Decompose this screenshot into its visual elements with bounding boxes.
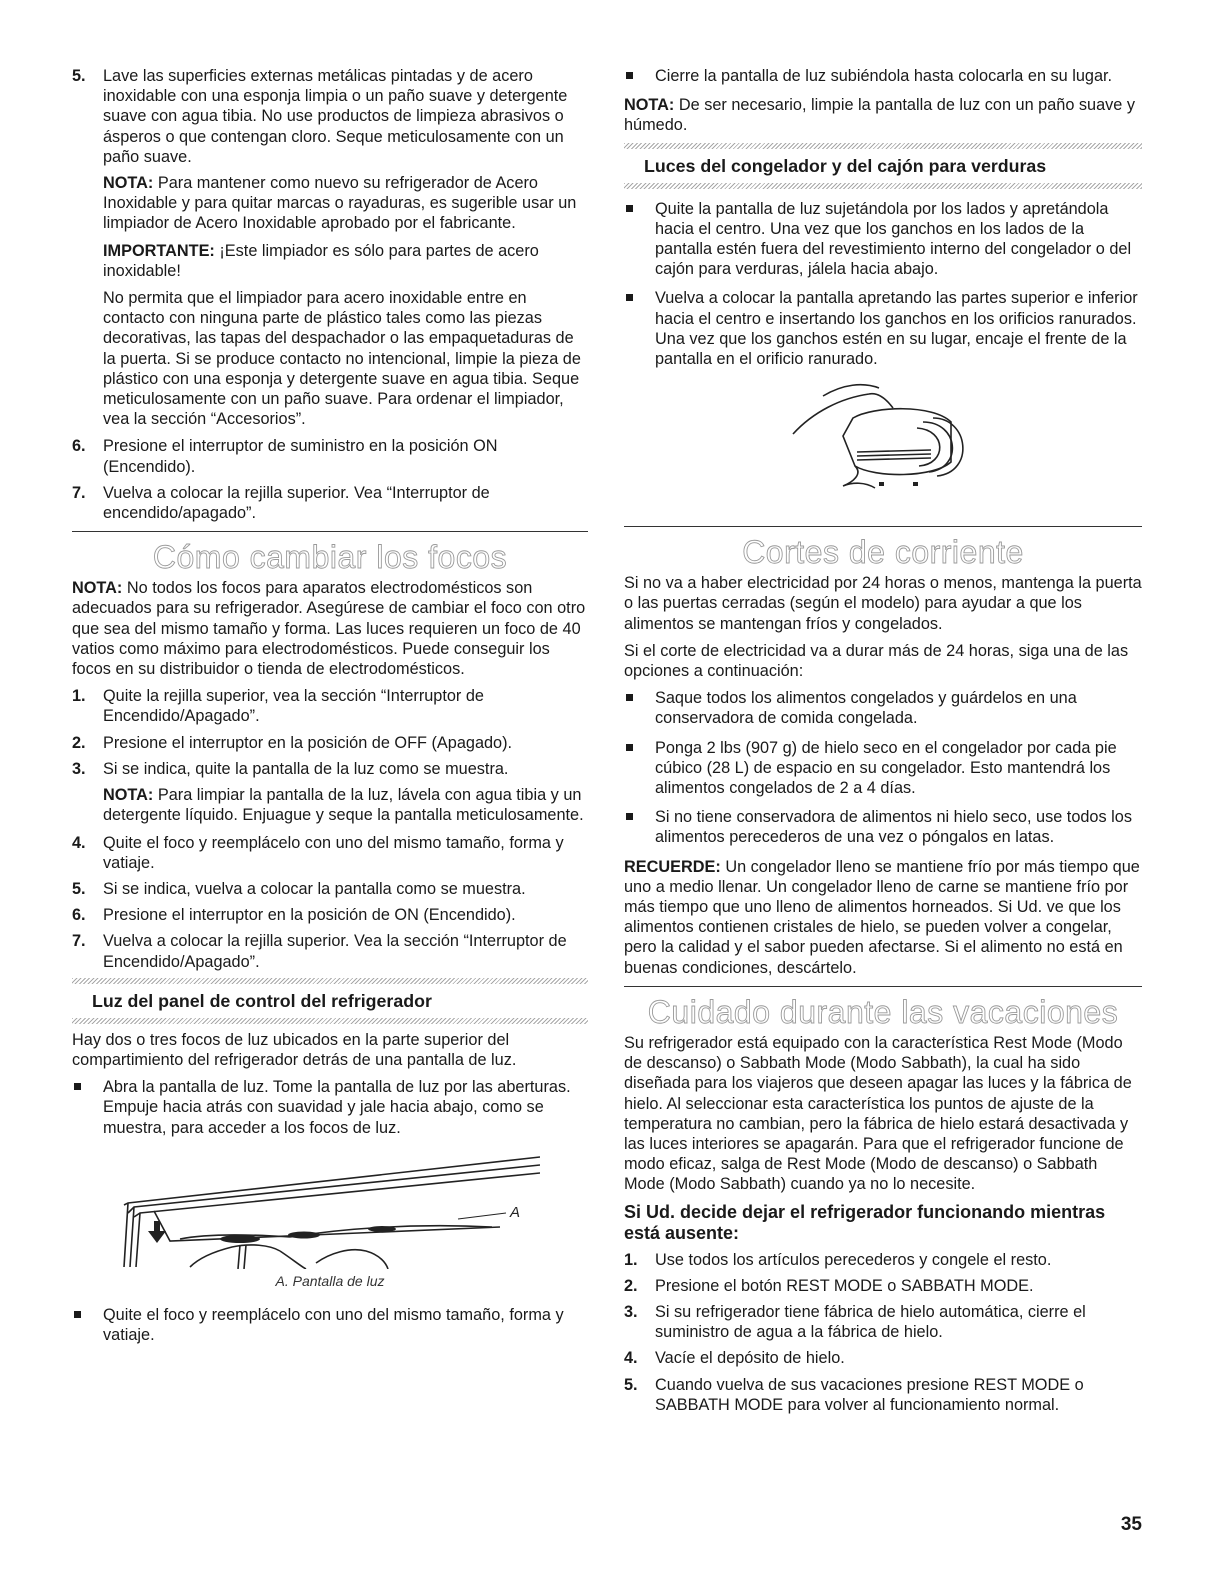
list-number: 3. — [624, 1302, 638, 1321]
list-number: 4. — [624, 1349, 638, 1368]
list-number: 2. — [624, 1276, 638, 1295]
important-text: ¡Este limpiador es sólo para partes de acero inoxidable! — [103, 241, 539, 280]
note-text: De ser necesario, limpie la pantalla de luz con un paño suave y húmedo. — [624, 96, 1136, 135]
list-text: Cuando vuelva de sus vacaciones presione REST MODE o SABBATH MODE para volver al funcionamiento normal. — [655, 1375, 1084, 1414]
bullet-item — [624, 738, 1142, 799]
bullet-square — [626, 205, 633, 212]
bullet-item — [72, 1305, 588, 1345]
list-number: 6. — [72, 906, 86, 925]
bullet-item — [624, 199, 1142, 280]
list-item — [624, 1375, 1142, 1415]
list-text: Si se indica, quite la pantalla de la luz como se muestra. — [103, 759, 509, 778]
list-text: Si se indica, vuelva a colocar la pantalla como se muestra. — [103, 879, 526, 898]
body-paragraph: Su refrigerador está equipado con la característica Rest Mode (Modo de descanso) o Sabbath Mode (Modo Sabbath), la cual ha sido diseñada para los viajeros que deseen apagar las luces y la fábrica de hielo. Al seleccionar esta característica los puntos de ajuste de la temperatura no cambian, pero la fábrica de hielo estará desactivada y las luces interiores se apagarán. Para que el refrigerador funcione de modo eficaz, salga de Rest Mode (Modo de descanso) o Sabbath Mode (Modo Sabbath) cuando ya no lo necesite. — [624, 1033, 1132, 1194]
bullet-text: Ponga 2 lbs (907 g) de hielo seco en el congelador por cada pie cúbico (28 L) de espacio en su congelador. Esto mantendrá los alimentos congelados de 2 a 4 días. — [655, 738, 1117, 798]
body-paragraph: Hay dos o tres focos de luz ubicados en la parte superior del compartimiento del refrigerador detrás de una pantalla de luz. — [72, 1030, 517, 1069]
list-number: 1. — [72, 687, 86, 706]
list-number: 5. — [72, 67, 86, 85]
note-text: No todos los focos para aparatos electrodomésticos son adecuados para su refrigerador. Asegúrese de cambiar el foco con otro que sea del mismo tamaño y forma. Las luces requieren un foco de 40 vatios como máximo para electrodomésticos. Puede conseguir los focos en su distribuidor o tienda de electrodomésticos. — [72, 579, 586, 679]
note-paragraph — [72, 785, 588, 825]
list-text: Quite la rejilla superior, vea la sección “Interruptor de Encendido/Apagado”. — [103, 687, 484, 726]
list-number: 4. — [72, 833, 86, 852]
list-text: Vuelva a colocar la rejilla superior. Vea la sección “Interruptor de Encendido/Apagado”. — [103, 932, 567, 971]
list-item — [72, 833, 588, 873]
bullet-text: Abra la pantalla de luz. Tome la pantalla de luz por las aberturas. Empuje hacia atrás con suavidad y jale hacia abajo, como se muestra, para acceder a los focos de luz. — [103, 1078, 571, 1137]
list-text: Presione el interruptor en la posición de OFF (Apagado). — [103, 733, 513, 752]
bullet-item — [624, 288, 1142, 369]
body-paragraph: No permita que el limpiador para acero inoxidable entre en contacto con ninguna parte de plástico tales como las piezas decorativas, las tapas del despachador o las empaquetaduras de la puerta. Si se produce contacto no intencional, limpie la pieza de plástico con una esponja y detergente suave en agua tibia. Seque meticulosamente con un paño suave. Para ordenar el limpiador, vea la sección “Accesorios”. — [103, 289, 581, 429]
list-number: 1. — [624, 1250, 638, 1269]
note-paragraph — [72, 578, 588, 679]
list-text: Presione el interruptor de suministro en la posición ON (Encendido). — [103, 437, 498, 476]
bullet-item — [624, 688, 1142, 728]
bullet-item — [624, 807, 1142, 847]
bullet-square — [626, 72, 633, 79]
section-title: Cuidado durante las vacaciones — [647, 993, 1119, 1030]
hatch-rule — [72, 1018, 588, 1024]
section-divider — [624, 986, 1142, 987]
bullet-text: Cierre la pantalla de luz subiéndola hasta colocarla en su lugar. — [655, 67, 1113, 85]
light-shield-illustration — [120, 1147, 540, 1269]
list-text: Quite el foco y reemplácelo con uno del mismo tamaño, forma y vatiaje. — [103, 833, 564, 872]
bullet-text: Quite la pantalla de luz sujetándola por los lados y apretándola hacia el centro. Una vez que los ganchos en los lados de la pantalla estén fuera del revestimiento interno del congelador o del cajón para verduras, jálela hacia abajo. — [655, 199, 1132, 279]
bullet-item — [624, 66, 1142, 86]
important-label: IMPORTANTE: — [103, 241, 215, 260]
left-column — [72, 66, 588, 1354]
reminder-paragraph — [624, 857, 1142, 978]
list-number: 6. — [72, 437, 86, 456]
important-paragraph — [72, 241, 588, 281]
hatch-rule — [624, 143, 1142, 149]
list-item — [72, 879, 588, 899]
list-item — [624, 1302, 1142, 1342]
list-item — [72, 759, 588, 779]
list-text: Presione el botón REST MODE o SABBATH MODE. — [655, 1276, 1034, 1295]
body-paragraph: Si no va a haber electricidad por 24 horas o menos, mantenga la puerta o las puertas cerradas (según el modelo) para ayudar a que los alimentos se mantengan fríos y congelados. — [624, 574, 1142, 633]
section-title: Cortes de corriente — [742, 534, 1024, 571]
reminder-label: RECUERDE: — [624, 857, 721, 876]
freezer-light-illustration — [783, 378, 983, 504]
subsection-heading: Luz del panel de control del refrigerador — [92, 990, 432, 1011]
list-text: Presione el interruptor en la posición de ON (Encendido). — [103, 906, 516, 925]
list-item — [72, 931, 588, 971]
subsection-heading: Luces del congelador y del cajón para verduras — [644, 155, 1047, 176]
note-label: NOTA: — [103, 786, 154, 805]
bullet-square — [74, 1083, 81, 1090]
subsection-heading: Si Ud. decide dejar el refrigerador funcionando mientras está ausente: — [624, 1201, 1106, 1243]
list-item — [72, 905, 588, 925]
note-paragraph — [624, 95, 1142, 135]
reminder-text: Un congelador lleno se mantiene frío por más tiempo que uno a medio llenar. Un congelador lleno de carne se mantiene frío por más tiempo que uno lleno de alimentos horneados. Si Ud. ve que los alimentos contienen cristales de hielo, se pueden volver a congelar, pero la calidad y el sabor pueden afectarse. Si el alimento no está en buenas condiciones, descártelo. — [624, 857, 1140, 977]
bullet-text: Quite el foco y reemplácelo con uno del mismo tamaño, forma y vatiaje. — [103, 1305, 564, 1345]
figure-callout-label: A — [510, 1203, 521, 1221]
figure-caption: A. Pantalla de luz — [275, 1272, 385, 1289]
note-text: Para limpiar la pantalla de la luz, lávela con agua tibia y un detergente líquido. Enjuague y seque la pantalla meticulosamente. — [103, 786, 584, 825]
list-item — [624, 1276, 1142, 1296]
list-number: 7. — [72, 483, 86, 502]
note-paragraph — [72, 173, 588, 234]
list-item — [72, 436, 588, 476]
right-column — [624, 66, 1142, 1421]
bullet-item — [72, 1077, 588, 1138]
body-paragraph: Si el corte de electricidad va a durar más de 24 horas, siga una de las opciones a continuación: — [624, 641, 1129, 681]
note-label: NOTA: — [72, 579, 123, 598]
section-divider — [72, 531, 588, 532]
bullet-square — [626, 294, 633, 301]
note-label: NOTA: — [624, 96, 675, 115]
list-text: Vacíe el depósito de hielo. — [655, 1349, 845, 1368]
list-number: 7. — [72, 932, 86, 951]
bullet-square — [74, 1311, 81, 1318]
list-item — [72, 686, 588, 726]
list-item — [624, 1250, 1142, 1270]
list-text: Vuelva a colocar la rejilla superior. Vea “Interruptor de encendido/apagado”. — [103, 483, 490, 523]
bullet-square — [626, 694, 633, 701]
list-text: Use todos los artículos perecederos y congele el resto. — [655, 1250, 1052, 1269]
hatch-rule — [624, 183, 1142, 189]
list-item — [72, 483, 588, 523]
bullet-text: Saque todos los alimentos congelados y guárdelos en una conservadora de comida congelada. — [655, 689, 1077, 728]
list-item — [624, 1348, 1142, 1368]
section-divider — [624, 526, 1142, 527]
list-item — [72, 66, 588, 167]
bullet-square — [626, 813, 633, 820]
list-number: 5. — [624, 1375, 638, 1394]
bullet-text: Si no tiene conservadora de alimentos ni hielo seco, use todos los alimentos perecederos de una vez o póngalos en latas. — [655, 808, 1132, 847]
section-title: Cómo cambiar los focos — [152, 539, 508, 576]
bullet-text: Vuelva a colocar la pantalla apretando las partes superior e inferior hacia el centro e insertando los ganchos en los orificios ranurados. Una vez que los ganchos estén en su lugar, encaje el frente de la pantalla en el orificio ranurado. — [655, 289, 1138, 369]
list-number: 5. — [72, 879, 86, 898]
page-number: 35 — [1120, 1514, 1142, 1535]
bullet-square — [626, 744, 633, 751]
hatch-rule — [72, 978, 588, 984]
list-item — [72, 733, 588, 753]
list-number: 3. — [72, 759, 86, 778]
list-text: Si su refrigerador tiene fábrica de hielo automática, cierre el suministro de agua a la fábrica de hielo. — [655, 1302, 1086, 1342]
note-label: NOTA: — [103, 174, 154, 193]
list-text: Lave las superficies externas metálicas pintadas y de acero inoxidable con una esponja limpia o un paño suave y detergente suave con agua tibia. No use productos de limpieza abrasivos o ásperos o que contengan cloro. Seque meticulosamente con un paño suave. — [103, 67, 568, 166]
list-number: 2. — [72, 733, 86, 752]
note-text: Para mantener como nuevo su refrigerador de Acero Inoxidable y para quitar marcas o rayaduras, es sugerible usar un limpiador de Acero Inoxidable aprobado por el fabricante. — [103, 174, 577, 233]
